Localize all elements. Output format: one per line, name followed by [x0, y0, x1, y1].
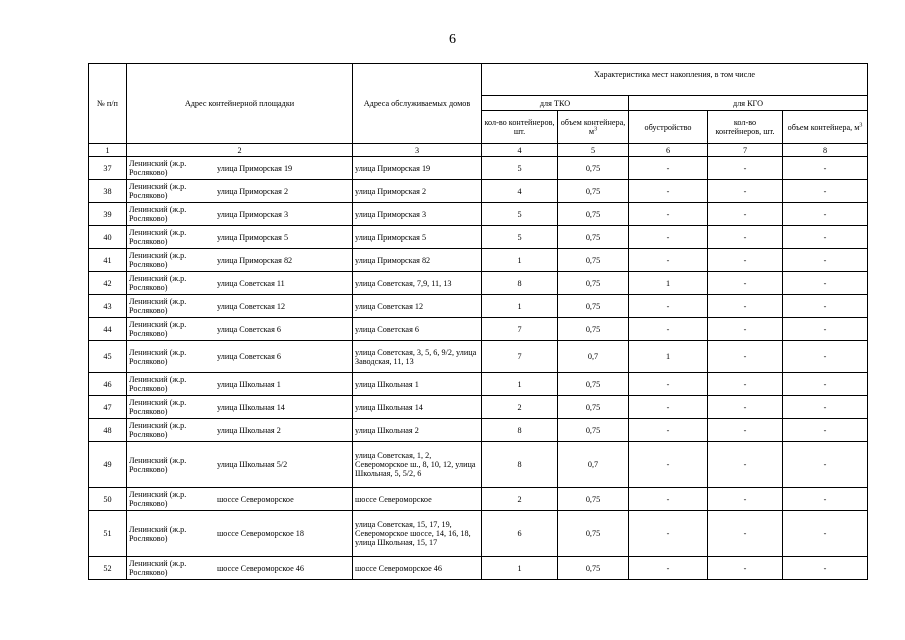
site-address [127, 157, 353, 180]
street-label: улица Советская 6 [217, 352, 281, 361]
tko-count: 7 [482, 341, 558, 373]
served-houses: шоссе Североморское 46 [353, 557, 482, 580]
kgo-facility: - [629, 226, 708, 249]
district-label: Ленинский (ж.р. Росляково) [129, 398, 187, 416]
row-number: 47 [89, 396, 127, 419]
tko-volume: 0,75 [558, 180, 629, 203]
kgo-count: - [708, 180, 783, 203]
header-kgo-volume: объем контейнера, $м^3$ [783, 111, 868, 144]
row-number: 50 [89, 488, 127, 511]
header-tko-count: кол-во контейнеров, шт. [482, 111, 558, 144]
site-address [127, 249, 353, 272]
district-label: Ленинский (ж.р. Росляково) [129, 524, 187, 543]
row-number: 45 [89, 341, 127, 373]
row-number: 51 [89, 511, 127, 557]
served-houses: улица Советская, 15, 17, 19, Североморское шоссе, 14, 16, 18, улица Школьная, 15, 17 [353, 511, 482, 557]
site-address [127, 180, 353, 203]
tko-volume: 0,75 [558, 488, 629, 511]
column-number: 1 [89, 144, 127, 157]
row-number: 41 [89, 249, 127, 272]
kgo-volume: - [783, 396, 868, 419]
district-label: Ленинский (ж.р. Росляково) [129, 455, 187, 474]
column-number: 7 [708, 144, 783, 157]
tko-count: 8 [482, 419, 558, 442]
kgo-count: - [708, 249, 783, 272]
served-houses: улица Школьная 1 [353, 373, 482, 396]
served-houses: улица Советская 12 [353, 295, 482, 318]
street-label: улица Приморская 5 [217, 232, 289, 242]
kgo-count: - [708, 396, 783, 419]
kgo-facility: - [629, 373, 708, 396]
kgo-facility: - [629, 557, 708, 580]
header-characteristics: Характеристика мест накопления, в том числе [482, 64, 868, 96]
tko-volume: 0,75 [558, 226, 629, 249]
tko-count: 2 [482, 396, 558, 419]
header-kgo-count: кол-во контейнеров, шт. [708, 111, 783, 144]
kgo-count: - [708, 488, 783, 511]
kgo-count: - [708, 511, 783, 557]
table-row [89, 488, 868, 511]
table-row [89, 226, 868, 249]
street-label: улица Советская 12 [217, 301, 286, 311]
street-label: улица Приморская 2 [217, 186, 289, 196]
header-address: Адрес контейнерной площадки [127, 64, 353, 144]
tko-count: 5 [482, 157, 558, 180]
table-row [89, 396, 868, 419]
kgo-count: - [708, 272, 783, 295]
row-number: 46 [89, 373, 127, 396]
kgo-facility: - [629, 396, 708, 419]
table-row [89, 318, 868, 341]
site-address [127, 419, 353, 442]
served-houses: улица Школьная 14 [353, 396, 482, 419]
kgo-volume: - [783, 488, 868, 511]
served-houses: улица Приморская 3 [353, 203, 482, 226]
site-address [127, 488, 353, 511]
site-address [127, 203, 353, 226]
district-label: Ленинский (ж.р. Росляково) [129, 251, 187, 269]
kgo-volume: - [783, 203, 868, 226]
tko-count: 7 [482, 318, 558, 341]
table-row [89, 557, 868, 580]
table-row [89, 341, 868, 373]
row-number: 38 [89, 180, 127, 203]
header-tko-volume: объем контейнера, $м^3$ [558, 111, 629, 144]
kgo-facility: - [629, 511, 708, 557]
column-number: 3 [353, 144, 482, 157]
site-address [127, 341, 353, 373]
tko-count: 2 [482, 488, 558, 511]
row-number: 44 [89, 318, 127, 341]
site-address [127, 373, 353, 396]
kgo-count: - [708, 318, 783, 341]
kgo-count: - [708, 442, 783, 488]
table-row [89, 295, 868, 318]
served-houses: улица Приморская 19 [353, 157, 482, 180]
tko-volume: 0,75 [558, 419, 629, 442]
row-number: 48 [89, 419, 127, 442]
kgo-facility: - [629, 249, 708, 272]
site-address [127, 272, 353, 295]
tko-volume: 0,75 [558, 157, 629, 180]
site-address [127, 511, 353, 557]
column-number: 6 [629, 144, 708, 157]
site-address [127, 295, 353, 318]
district-label: Ленинский (ж.р. Росляково) [129, 559, 187, 577]
kgo-volume: - [783, 419, 868, 442]
kgo-volume: - [783, 442, 868, 488]
row-number: 40 [89, 226, 127, 249]
tko-volume: 0,75 [558, 295, 629, 318]
tko-count: 1 [482, 373, 558, 396]
kgo-count: - [708, 419, 783, 442]
served-houses: улица Советская, 3, 5, 6, 9/2, улица Заводская, 11, 13 [353, 341, 482, 373]
site-address [127, 318, 353, 341]
district-label: Ленинский (ж.р. Росляково) [129, 347, 187, 366]
site-address [127, 226, 353, 249]
kgo-facility: - [629, 180, 708, 203]
district-label: Ленинский (ж.р. Росляково) [129, 228, 187, 246]
kgo-volume: - [783, 511, 868, 557]
street-label: улица Советская 11 [217, 278, 285, 288]
table-row [89, 442, 868, 488]
tko-count: 5 [482, 226, 558, 249]
kgo-volume: - [783, 373, 868, 396]
kgo-count: - [708, 157, 783, 180]
site-address [127, 557, 353, 580]
column-number: 5 [558, 144, 629, 157]
kgo-volume: - [783, 157, 868, 180]
site-address [127, 442, 353, 488]
tko-count: 1 [482, 295, 558, 318]
tko-volume: 0,7 [558, 442, 629, 488]
kgo-volume: - [783, 226, 868, 249]
tko-volume: 0,75 [558, 396, 629, 419]
kgo-facility: - [629, 488, 708, 511]
tko-volume: 0,75 [558, 203, 629, 226]
column-numbers-row [89, 144, 868, 157]
site-address [127, 396, 353, 419]
tko-volume: 0,75 [558, 373, 629, 396]
row-number: 42 [89, 272, 127, 295]
tko-volume: 0,75 [558, 249, 629, 272]
kgo-facility: - [629, 442, 708, 488]
kgo-count: - [708, 295, 783, 318]
district-label: Ленинский (ж.р. Росляково) [129, 182, 187, 200]
street-label: шоссе Североморское 18 [217, 529, 304, 538]
served-houses: улица Приморская 5 [353, 226, 482, 249]
table-row [89, 419, 868, 442]
kgo-facility: - [629, 318, 708, 341]
kgo-volume: - [783, 557, 868, 580]
tko-volume: 0,75 [558, 318, 629, 341]
street-label: улица Школьная 1 [217, 379, 281, 389]
kgo-facility: - [629, 157, 708, 180]
page-number: 6 [449, 32, 456, 47]
tko-volume: 0,7 [558, 341, 629, 373]
district-label: Ленинский (ж.р. Росляково) [129, 421, 187, 439]
kgo-count: - [708, 226, 783, 249]
kgo-facility: - [629, 203, 708, 226]
row-number: 39 [89, 203, 127, 226]
tko-volume: 0,75 [558, 557, 629, 580]
kgo-volume: - [783, 295, 868, 318]
table-row [89, 180, 868, 203]
street-label: улица Приморская 82 [217, 255, 293, 265]
kgo-volume: - [783, 249, 868, 272]
street-label: улица Советская 6 [217, 324, 281, 334]
kgo-facility: 1 [629, 341, 708, 373]
street-label: улица Приморская 3 [217, 209, 289, 219]
row-number: 37 [89, 157, 127, 180]
served-houses: улица Советская 6 [353, 318, 482, 341]
column-number: 2 [127, 144, 353, 157]
header-num: № п/п [89, 64, 127, 144]
kgo-volume: - [783, 272, 868, 295]
district-label: Ленинский (ж.р. Росляково) [129, 159, 187, 177]
served-houses: шоссе Североморское [353, 488, 482, 511]
served-houses: улица Приморская 2 [353, 180, 482, 203]
kgo-volume: - [783, 341, 868, 373]
tko-volume: 0,75 [558, 272, 629, 295]
kgo-volume: - [783, 318, 868, 341]
street-label: улица Школьная 5/2 [217, 460, 288, 469]
table-row [89, 249, 868, 272]
district-label: Ленинский (ж.р. Росляково) [129, 490, 187, 508]
district-label: Ленинский (ж.р. Росляково) [129, 205, 187, 223]
district-label: Ленинский (ж.р. Росляково) [129, 320, 187, 338]
served-houses: улица Советская, 1, 2, Североморское ш., 8, 10, 12, улица Школьная, 5, 5/2, 6 [353, 442, 482, 488]
street-label: улица Приморская 19 [217, 163, 293, 173]
district-label: Ленинский (ж.р. Росляково) [129, 375, 187, 393]
served-houses: улица Школьная 2 [353, 419, 482, 442]
tko-count: 1 [482, 249, 558, 272]
tko-count: 4 [482, 180, 558, 203]
row-number: 49 [89, 442, 127, 488]
column-number: 8 [783, 144, 868, 157]
header-tko: для ТКО [482, 96, 629, 111]
kgo-count: - [708, 557, 783, 580]
container-sites-table [88, 63, 868, 580]
header-kgo: для КГО [629, 96, 868, 111]
tko-volume: 0,75 [558, 511, 629, 557]
kgo-facility: 1 [629, 272, 708, 295]
kgo-count: - [708, 203, 783, 226]
kgo-facility: - [629, 295, 708, 318]
tko-count: 1 [482, 557, 558, 580]
header-kgo-facility: обустройство [629, 111, 708, 144]
kgo-facility: - [629, 419, 708, 442]
street-label: улица Школьная 14 [217, 402, 285, 412]
table-row [89, 373, 868, 396]
kgo-volume: - [783, 180, 868, 203]
district-label: Ленинский (ж.р. Росляково) [129, 274, 187, 292]
header-served: Адреса обслуживаемых домов [353, 64, 482, 144]
row-number: 52 [89, 557, 127, 580]
street-label: улица Школьная 2 [217, 425, 281, 435]
table-row [89, 157, 868, 180]
column-number: 4 [482, 144, 558, 157]
tko-count: 5 [482, 203, 558, 226]
table-row [89, 272, 868, 295]
kgo-count: - [708, 341, 783, 373]
street-label: шоссе Североморское 46 [217, 563, 304, 573]
served-houses: улица Приморская 82 [353, 249, 482, 272]
kgo-count: - [708, 373, 783, 396]
district-label: Ленинский (ж.р. Росляково) [129, 297, 187, 315]
tko-count: 8 [482, 272, 558, 295]
served-houses: улица Советская, 7,9, 11, 13 [353, 272, 482, 295]
table-row [89, 511, 868, 557]
street-label: шоссе Североморское [217, 494, 294, 504]
tko-count: 8 [482, 442, 558, 488]
tko-count: 6 [482, 511, 558, 557]
row-number: 43 [89, 295, 127, 318]
table-row [89, 203, 868, 226]
